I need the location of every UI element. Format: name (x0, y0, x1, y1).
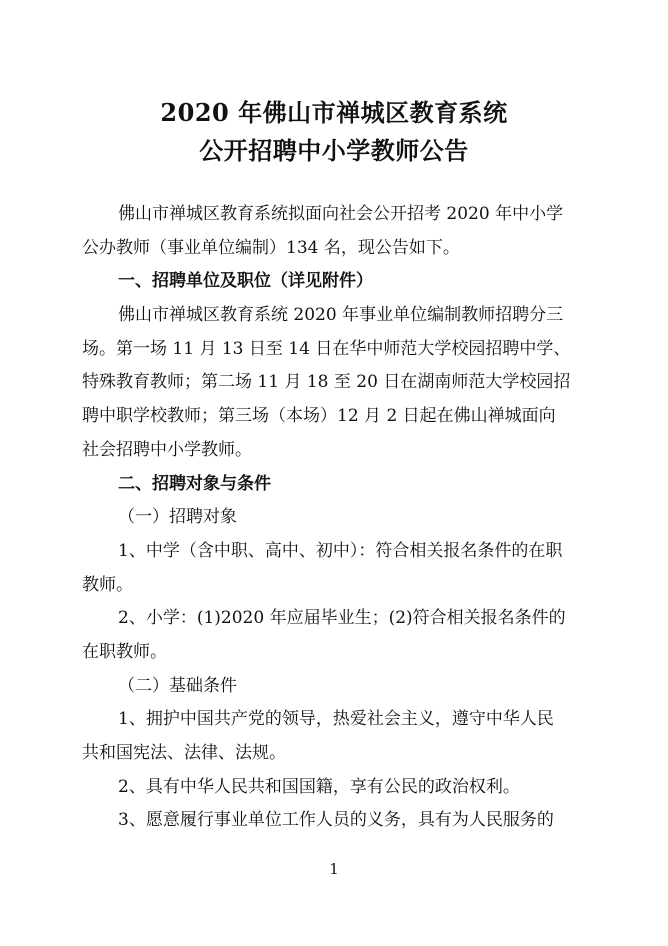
body-line: 1、中学（含中职、高中、初中）：符合相关报名条件的在职 (118, 540, 563, 561)
body-line: 2、具有中华人民共和国国籍，享有公民的政治权利。 (118, 776, 520, 797)
section-heading: 二、招聘对象与条件 (118, 473, 271, 494)
body-line: 在职教师。 (82, 641, 167, 662)
body-line: 3、愿意履行事业单位工作人员的义务，具有为人民服务的 (118, 810, 554, 831)
body-line: （二）基础条件 (118, 675, 237, 696)
body-line: 特殊教育教师；第二场 11 月 18 至 20 日在湖南师范大学校园招 (82, 372, 571, 393)
body-line: 佛山市禅城区教育系统拟面向社会公开招考 2020 年中小学 (118, 204, 564, 224)
body-line: 1、拥护中国共产党的领导，热爱社会主义，遵守中华人民 (118, 709, 554, 730)
document-title-line2: 公开招聘中小学教师公告 (199, 136, 469, 165)
body-line: 聘中职学校教师；第三场（本场）12 月 2 日起在佛山禅城面向 (82, 406, 556, 427)
page-number: 1 (329, 860, 339, 878)
body-line: （一）招聘对象 (118, 507, 237, 528)
body-line: 场。第一场 11 月 13 日至 14 日在华中师范大学校园招聘中学、 (82, 338, 571, 359)
body-line: 佛山市禅城区教育系统 2020 年事业单位编制教师招聘分三 (118, 305, 564, 326)
body-line: 公办教师（事业单位编制）134 名，现公告如下。 (82, 237, 460, 258)
body-line: 教师。 (82, 574, 133, 595)
body-line: 共和国宪法、法律、法规。 (82, 743, 286, 763)
body-line: 2、小学：(1)2020 年应届毕业生；(2)符合相关报名条件的 (118, 608, 566, 629)
document-body (82, 198, 582, 838)
document-title-line1: 2020 年佛山市禅城区教育系统 (160, 98, 508, 127)
body-line: 社会招聘中小学教师。 (82, 439, 252, 460)
section-heading: 一、招聘单位及职位（详见附件） (118, 271, 373, 292)
